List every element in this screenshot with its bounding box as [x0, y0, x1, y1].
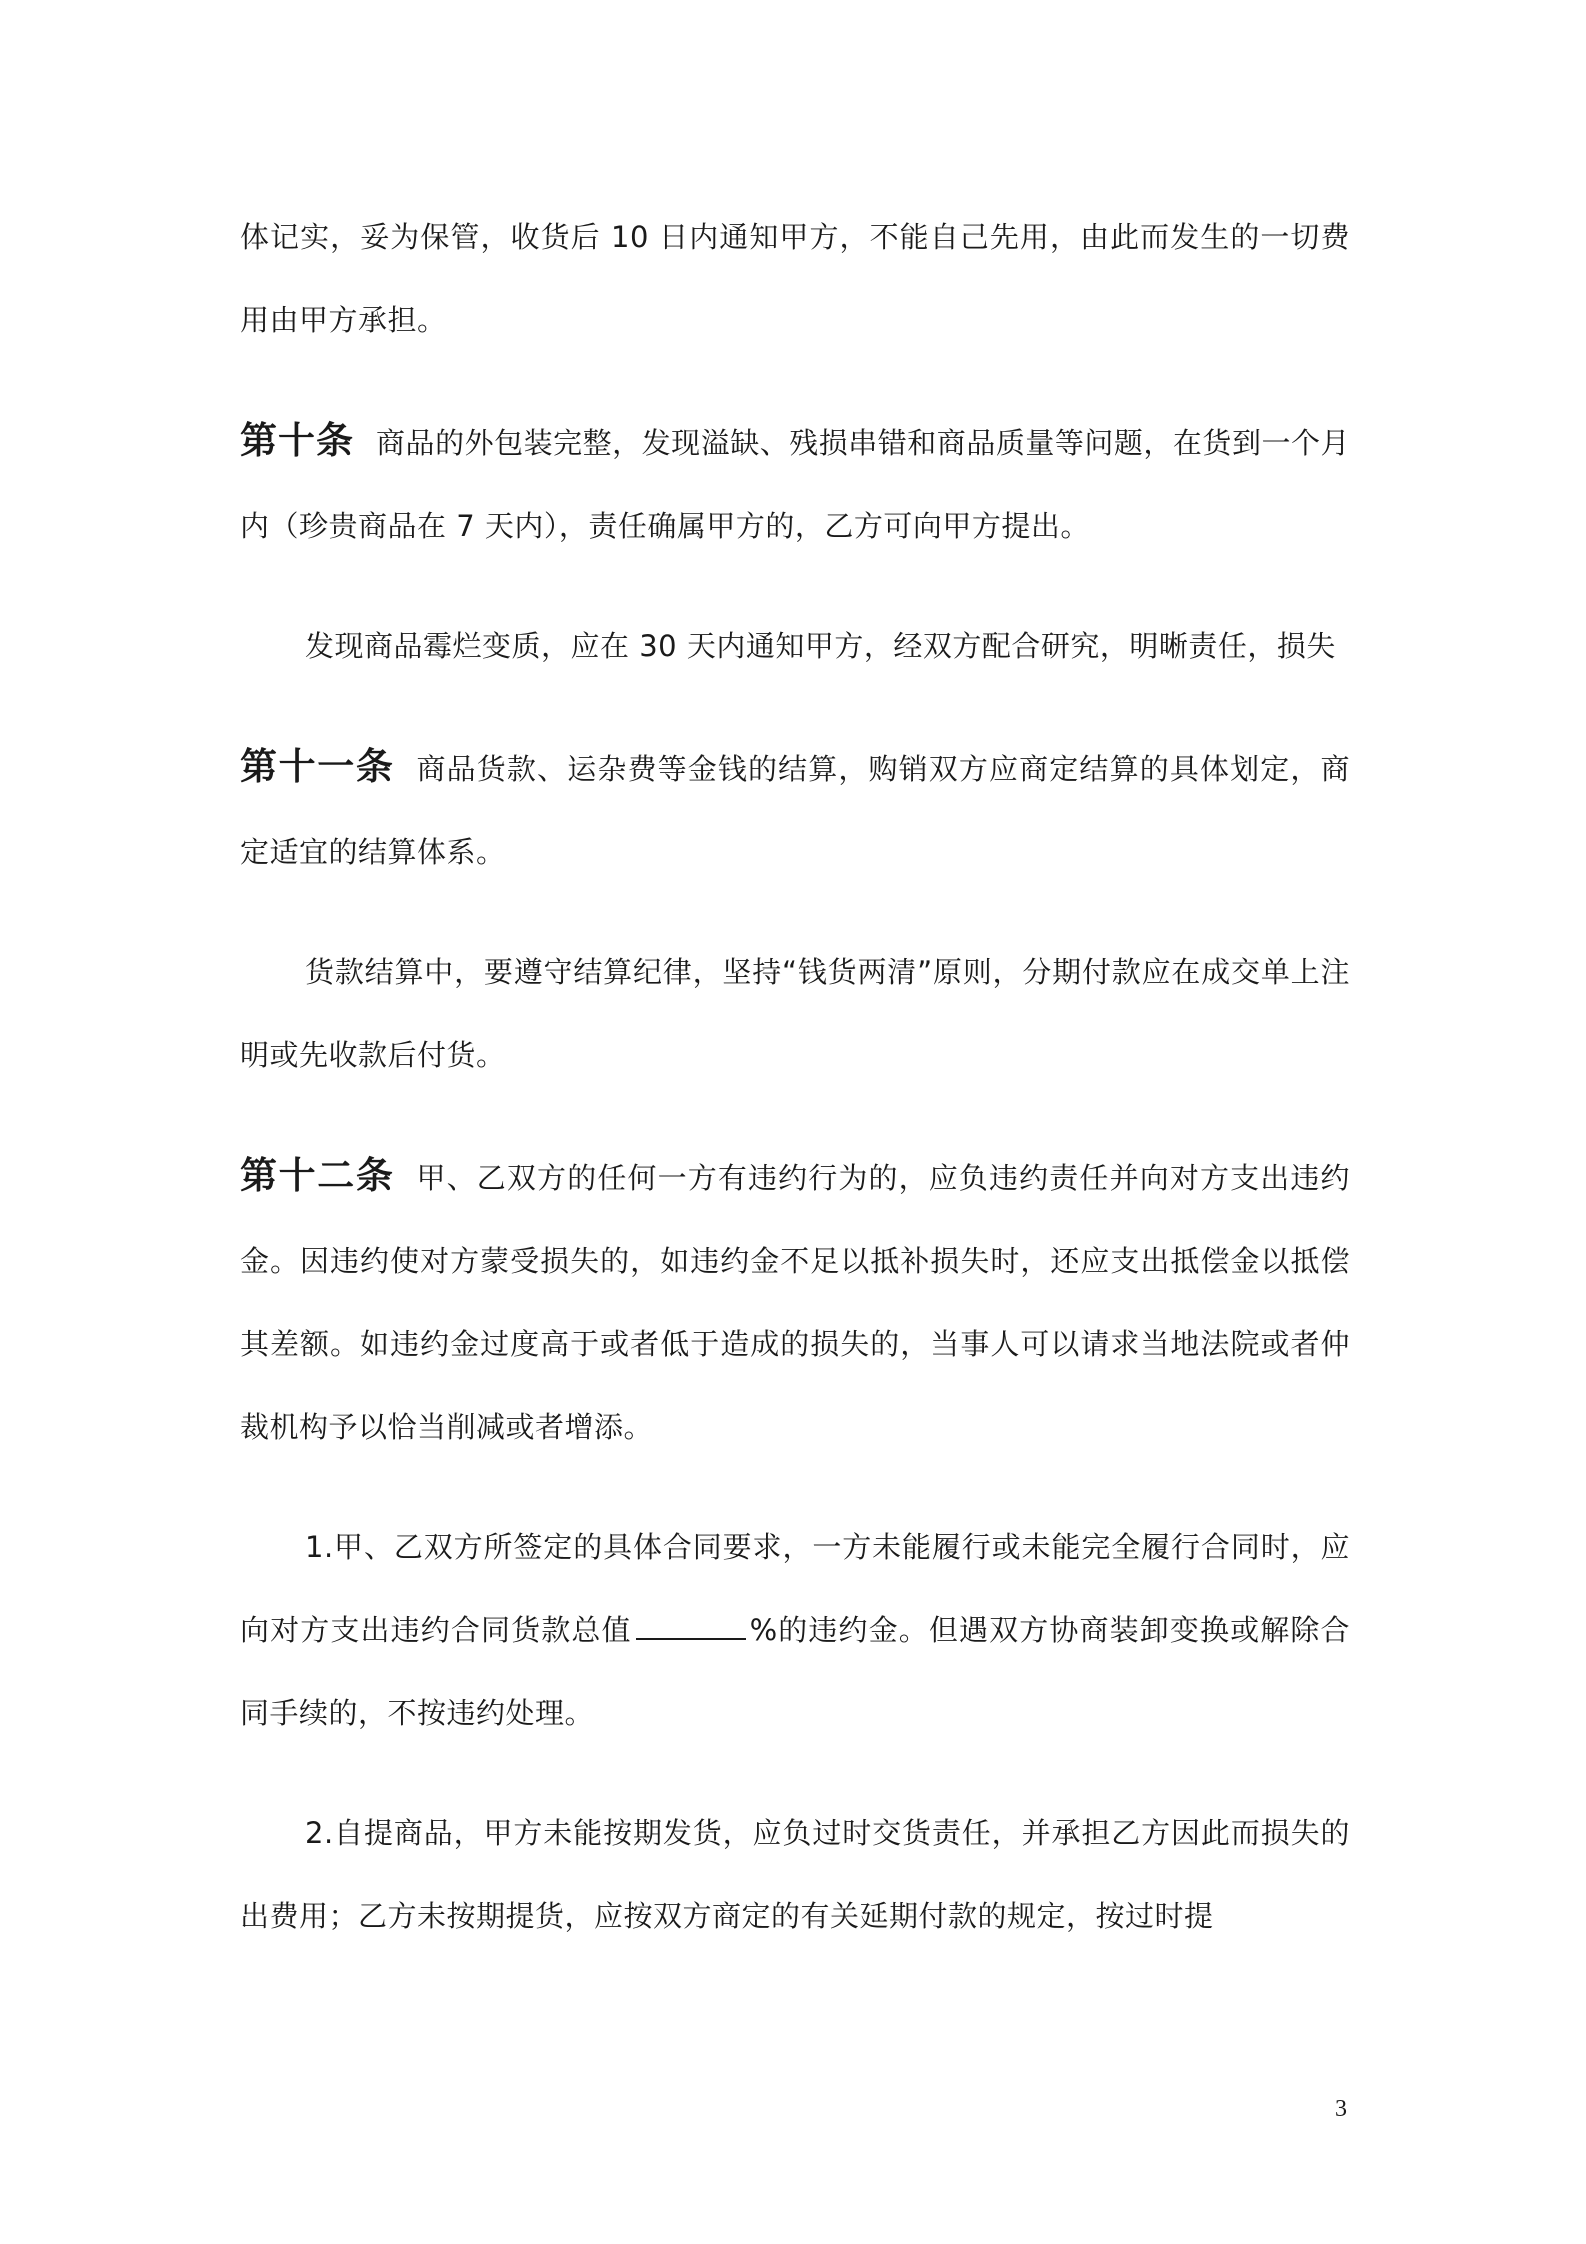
article-10-heading: 第十条 — [240, 419, 355, 462]
document-body — [240, 196, 1350, 1958]
percentage-blank-field — [636, 1612, 746, 1640]
article-11-heading: 第十一条 — [240, 745, 395, 788]
clause-item-1-text-a: 1.甲、乙双方所签定的具体合同要求，一方未能履行或未能完全履行合同时，应向对方支出违约合同货款总值 — [240, 1530, 1350, 1647]
article-12-text: 甲、乙双方的任何一方有违约行为的，应负违约责任并向对方支出违约金。因违约使对方蒙受损失的，如违约金不足以抵补损失时，还应支出抵偿金以抵偿其差额。如违约金过度高于或者低于造成的损失的，当事人可以请求当地法院或者仲裁机构予以恰当削减或者增添。 — [240, 1161, 1350, 1444]
article-11-text: 商品货款、运杂费等金钱的结算，购销双方应商定结算的具体划定，商定适宜的结算体系。 — [240, 752, 1350, 869]
article-12 — [240, 1134, 1350, 1469]
clause-item-1-text-b: %的违约金。但遇双方协商装卸变换或解除合同手续的，不按违约处理。 — [240, 1613, 1350, 1730]
clause-item-1 — [240, 1506, 1350, 1755]
article-12-heading: 第十二条 — [240, 1154, 395, 1197]
page-number: 3 — [1335, 2096, 1347, 2122]
paragraph-mold: 发现商品霉烂变质，应在 30 天内通知甲方，经双方配合研究，明晰责任，损失 — [305, 629, 1336, 663]
article-11 — [240, 725, 1350, 894]
article-10-text: 商品的外包装完整，发现溢缺、残损串错和商品质量等问题，在货到一个月内（珍贵商品在 7 天内），责任确属甲方的，乙方可向甲方提出。 — [240, 426, 1350, 543]
paragraph-continuation: 体记实，妥为保管，收货后 10 日内通知甲方，不能自己先用，由此而发生的一切费用由甲方承担。 — [240, 220, 1350, 337]
clause-item-2: 2.自提商品，甲方未能按期发货，应负过时交货责任，并承担乙方因此而损失的出费用；乙方未按期提货，应按双方商定的有关延期付款的规定，按过时提 — [240, 1816, 1350, 1933]
article-10 — [240, 399, 1350, 568]
paragraph-settlement: 货款结算中，要遵守结算纪律，坚持“钱货两清”原则，分期付款应在成交单上注明或先收款后付货。 — [240, 955, 1350, 1072]
